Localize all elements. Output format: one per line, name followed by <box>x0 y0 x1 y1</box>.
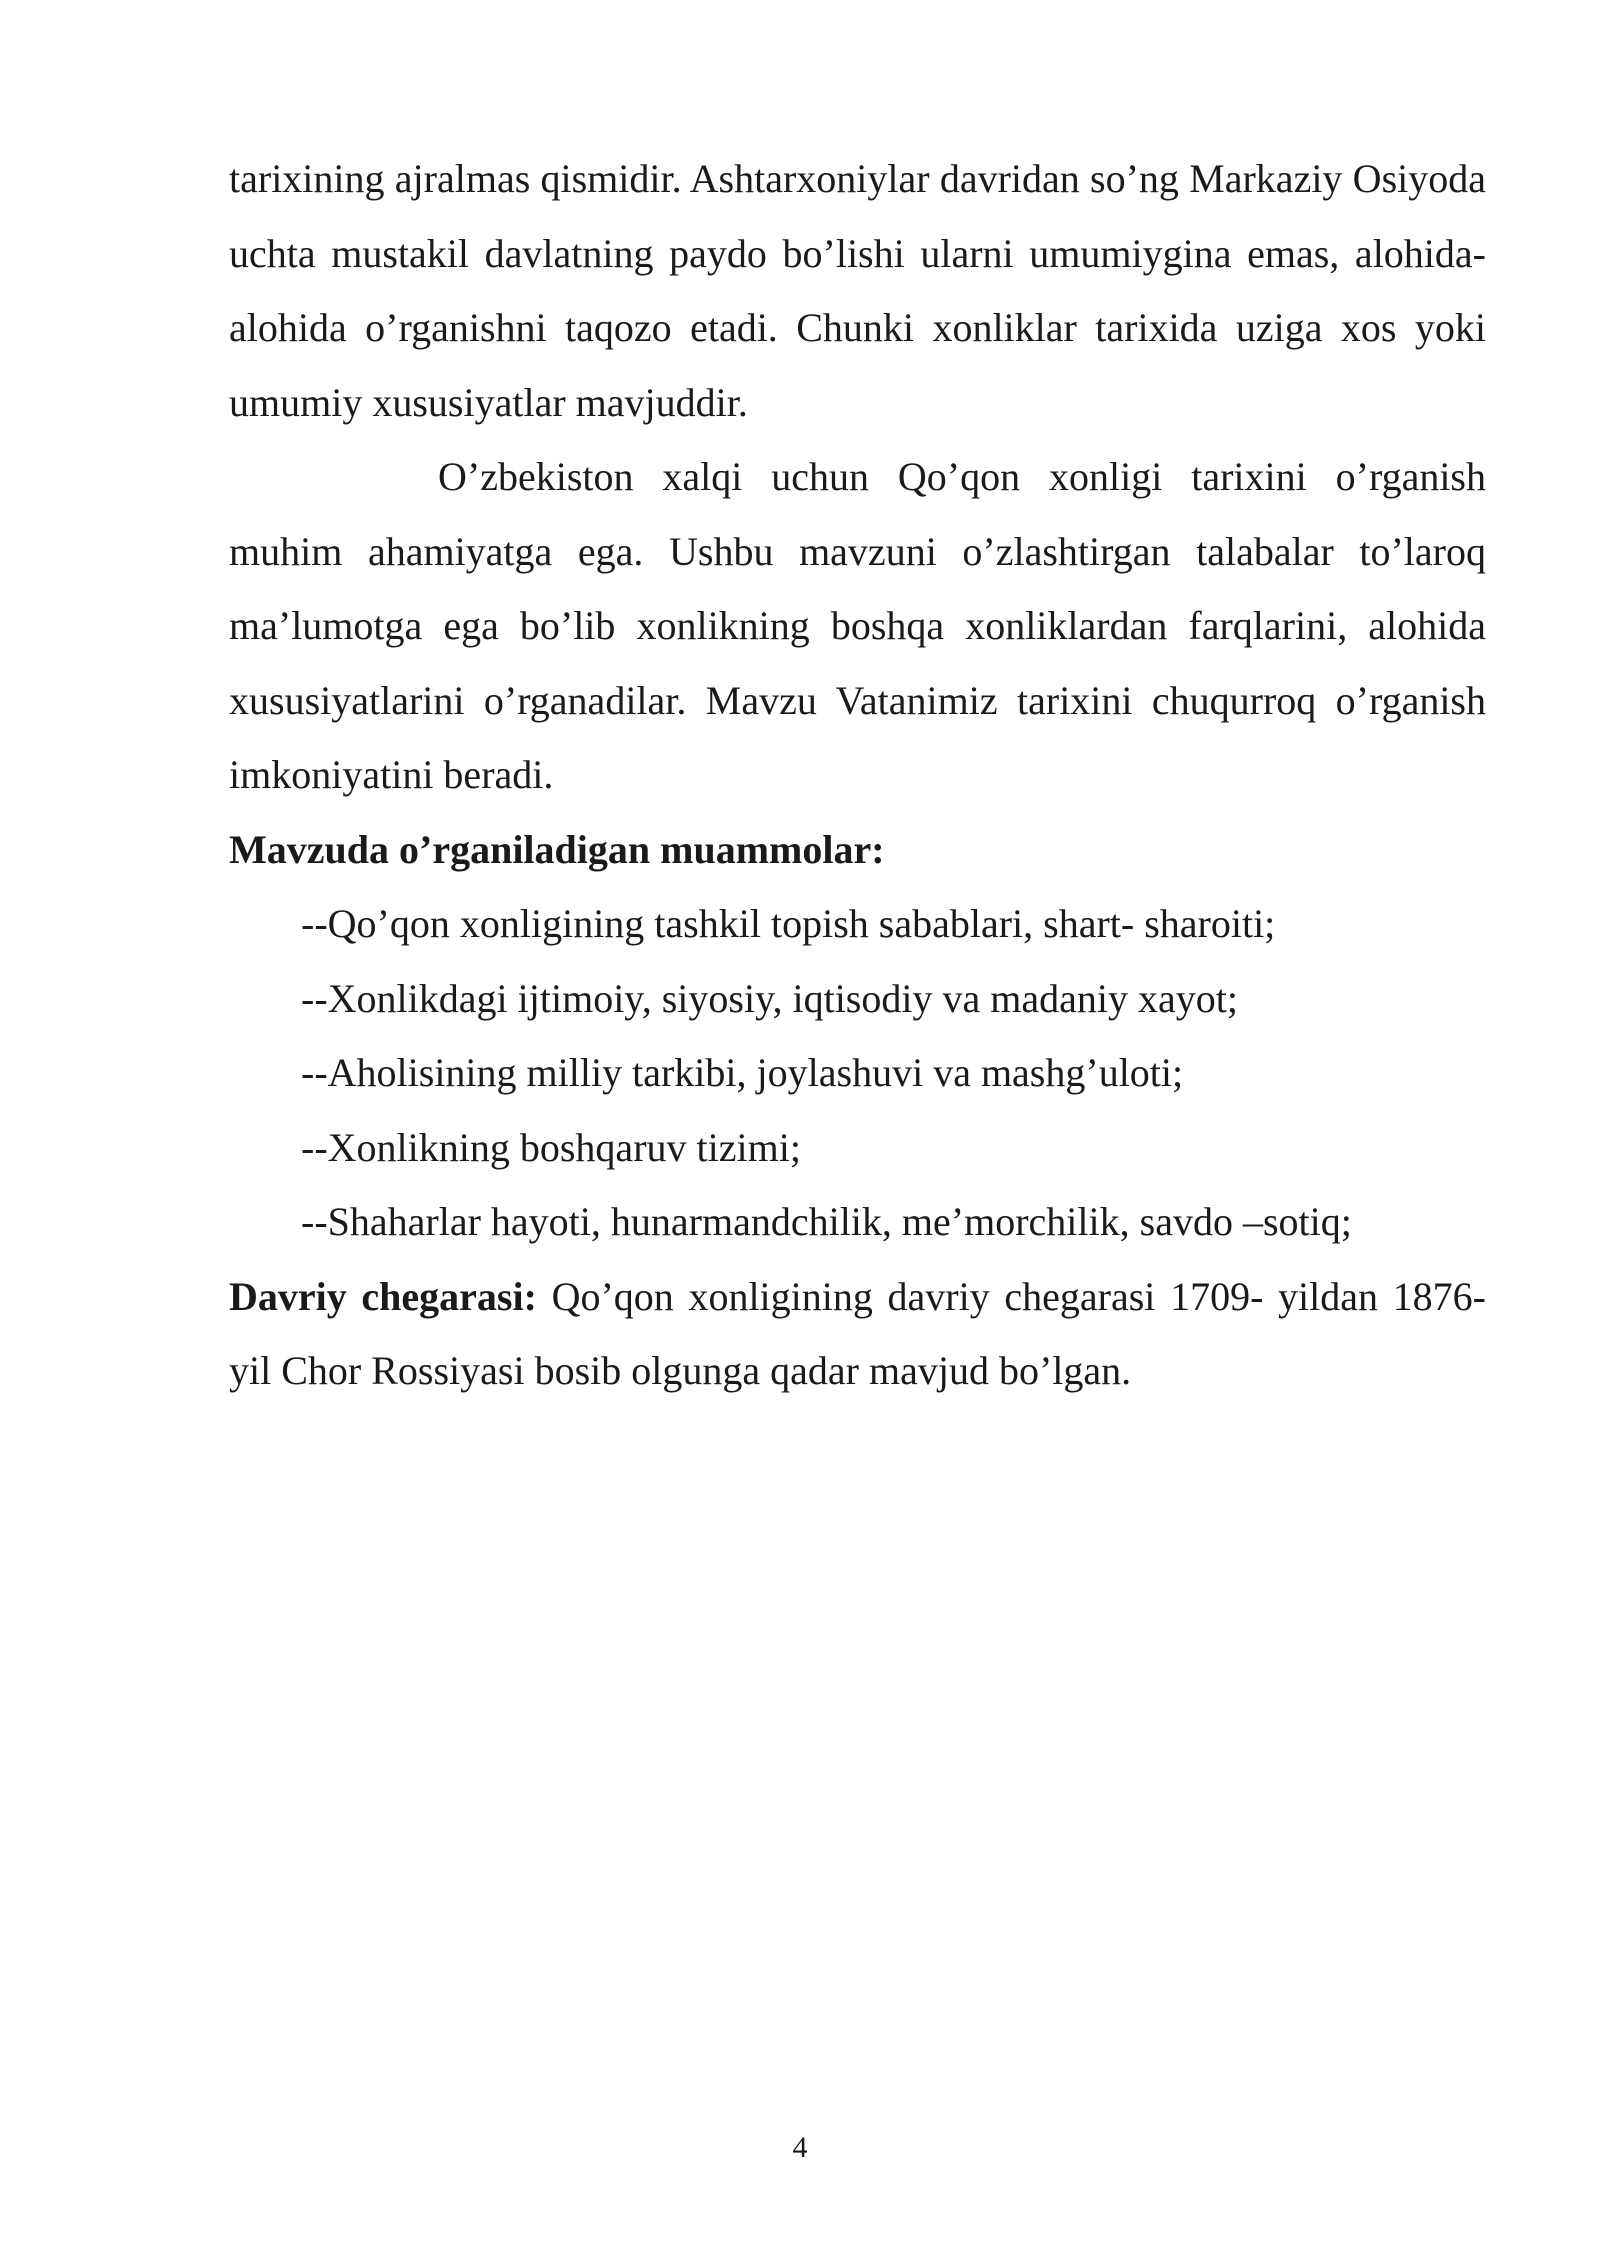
problems-list <box>229 887 1486 1260</box>
list-item: --Shaharlar hayoti, hunarmandchilik, me’morchilik, savdo –sotiq; <box>301 1199 1352 1244</box>
page-number: 4 <box>792 2131 808 2164</box>
paragraph-period <box>229 1260 1486 1409</box>
period-text: Qo’qon xonligining davriy chegarasi 1709- yildan 1876-yil Chor Rossiyasi bosib olgunga qadar mavjud bo’lgan. <box>229 1273 1486 1393</box>
period-label: Davriy chegarasi: <box>229 1273 537 1319</box>
paragraph-importance: O’zbekiston xalqi uchun Qo’qon xonligi tarixini o’rganish muhim ahamiyatga ega. Ushbu mavzuni o’zlashtirgan talabalar to’laroq ma’lumotga ega bo’lib xonlikning boshqa xonliklardan farqlarini, alohida xususiyatlarini o’rganadilar. Mavzu Vatanimiz tarixini chuqurroq o’rganish imkoniyatini beradi. <box>229 454 1486 797</box>
list-item: --Aholisining milliy tarkibi, joylashuvi va mashg’uloti; <box>301 1050 1184 1095</box>
paragraph-history: tarixining ajralmas qismidir. Ashtarxoniylar davridan so’ng Markaziy Osiyoda uchta mustakil davlatning paydo bo’lishi ularni umumiygina emas, alohida-alohida o’rganishni taqozo etadi. Chunki xonliklar tarixida uziga xos yoki umumiy xususiyatlar mavjuddir. <box>229 156 1486 425</box>
list-item: --Xonlikning boshqaruv tizimi; <box>301 1124 801 1170</box>
problems-heading: Mavzuda o’rganiladigan muammolar: <box>229 826 885 872</box>
list-item: --Qo’qon xonligining tashkil topish sabablari, shart- sharoiti; <box>301 901 1276 946</box>
list-item: --Xonlikdagi ijtimoiy, siyosiy, iqtisodiy va madaniy xayot; <box>301 975 1238 1021</box>
document-page <box>229 142 1486 1409</box>
